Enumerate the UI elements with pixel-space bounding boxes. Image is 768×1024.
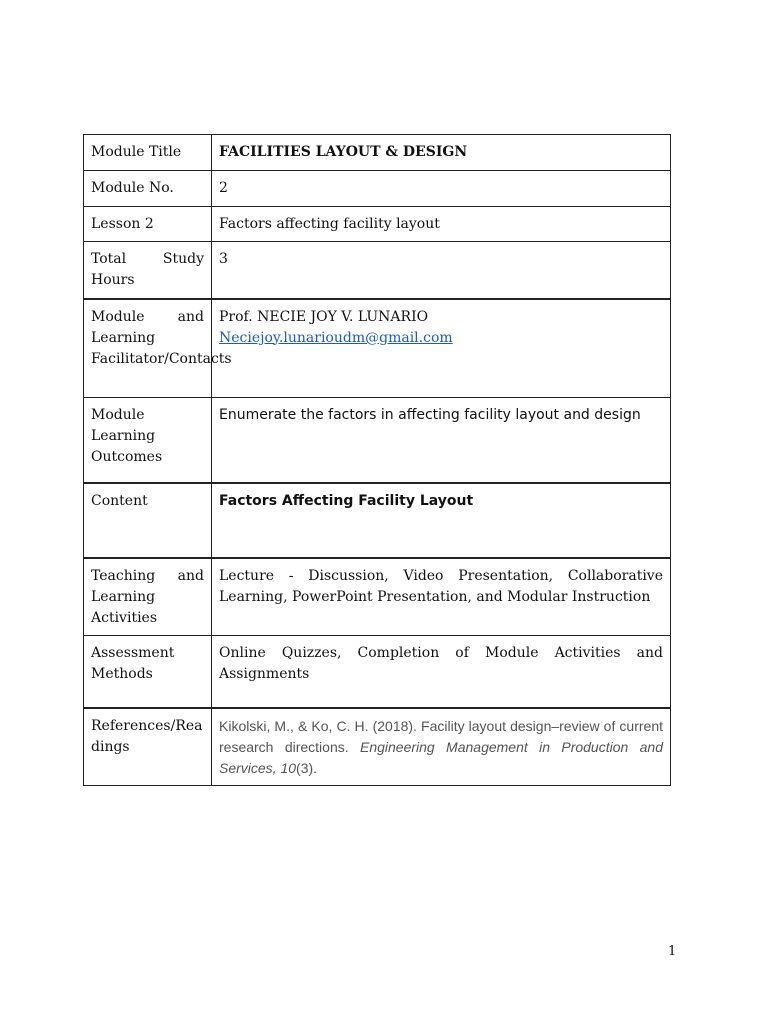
- module-title-label: Module Title: [84, 135, 212, 171]
- row-module-title: [84, 135, 671, 171]
- teaching-activities-value: Lecture - Discussion, Video Presentation, Collaborative Learning, PowerPoint Presentation, and Modular Instruction: [212, 558, 671, 636]
- row-assessment: [84, 635, 671, 708]
- row-module-number: [84, 171, 671, 207]
- module-number-label: Module No.: [84, 171, 212, 207]
- module-title-value: FACILITIES LAYOUT & DESIGN: [212, 135, 671, 171]
- reference-citation: Kikolski, M., & Ko, C. H. (2018). Facility layout design–review of current research directions.: [219, 718, 663, 755]
- lesson-value: Factors affecting facility layout: [212, 207, 671, 242]
- module-number-value: 2: [212, 171, 671, 207]
- study-hours-label: Total Study Hours: [84, 242, 212, 299]
- learning-outcomes-label: Module Learning Outcomes: [84, 398, 212, 483]
- module-info-table: [83, 134, 671, 786]
- row-lesson: [84, 207, 671, 242]
- row-content: [84, 483, 671, 558]
- assessment-label: Assessment Methods: [84, 635, 212, 708]
- reference-journal: Engineering Management in Production and Services,: [219, 739, 664, 776]
- row-study-hours: [84, 242, 671, 299]
- facilitator-name: Prof. NECIE JOY V. LUNARIO: [219, 308, 429, 325]
- facilitator-cell: [212, 299, 671, 398]
- lesson-label: Lesson 2: [84, 207, 212, 242]
- study-hours-value: 3: [212, 242, 671, 299]
- row-references: [84, 708, 671, 786]
- content-label: Content: [84, 483, 212, 558]
- reference-issue: (3).: [296, 760, 318, 776]
- teaching-activities-label: Teaching and Learning Activities: [84, 558, 212, 636]
- content-value: Factors Affecting Facility Layout: [212, 483, 671, 558]
- row-learning-outcomes: [84, 398, 671, 483]
- learning-outcomes-value: Enumerate the factors in affecting facility layout and design: [212, 398, 671, 483]
- facilitator-email-link[interactable]: Neciejoy.lunarioudm@gmail.com: [219, 329, 453, 346]
- reference-volume: 10: [280, 760, 297, 776]
- page-number: 1: [668, 944, 677, 959]
- assessment-value: Online Quizzes, Completion of Module Activities and Assignments: [212, 635, 671, 708]
- references-label: References/Readings: [84, 708, 212, 786]
- references-value: [212, 708, 671, 786]
- facilitator-label: Module and Learning Facilitator/Contacts: [84, 299, 212, 398]
- row-facilitator: [84, 299, 671, 398]
- row-teaching-activities: [84, 558, 671, 636]
